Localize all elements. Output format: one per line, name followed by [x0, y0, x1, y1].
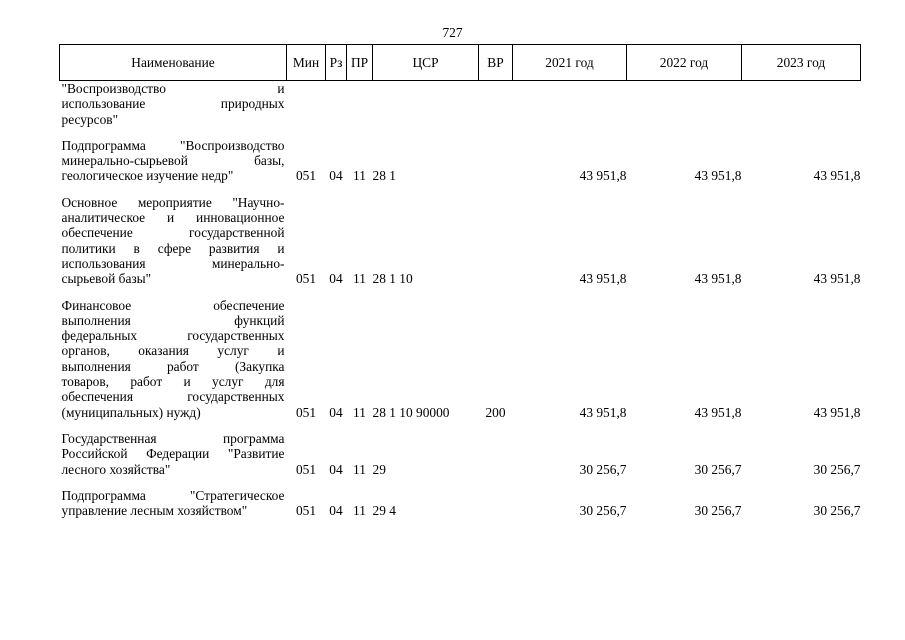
row-name-line: минерально-сырьевой базы, — [61, 153, 285, 169]
row-name-line: Подпрограмма "Воспроизводство — [61, 137, 285, 153]
table-row — [60, 195, 861, 287]
cell-csr: 28 1 — [372, 168, 396, 184]
cell-pr — [347, 81, 373, 127]
table-row — [60, 81, 861, 127]
cell-y2021: 43 951,8 — [579, 271, 627, 287]
row-name-line: товаров, работ и услуг для — [61, 374, 285, 390]
row-name-line: выполнения функций — [61, 312, 285, 328]
row-name-line: Финансовое обеспечение — [61, 297, 285, 313]
row-name-line: обеспечения государственных — [61, 389, 285, 405]
cell-pr: 11 — [353, 461, 366, 477]
cell-rz: 04 — [329, 503, 343, 519]
cell-rz: 04 — [329, 404, 343, 420]
cell-csr: 28 1 10 — [372, 271, 413, 287]
row-name — [60, 81, 287, 127]
table-header — [60, 45, 861, 81]
cell-pr: 11 — [353, 404, 366, 420]
row-spacer — [60, 477, 861, 488]
cell-rz: 04 — [329, 271, 343, 287]
row-name-line: выполнения работ (Закупка — [61, 358, 285, 374]
table-row — [60, 431, 861, 477]
header-2023: 2023 год — [742, 45, 861, 81]
cell-y2021: 30 256,7 — [579, 461, 627, 477]
row-name-line: использование природных — [61, 96, 285, 112]
row-name — [60, 431, 287, 477]
cell-min: 051 — [295, 168, 317, 184]
row-name-line: политики в сфере развития и — [61, 240, 285, 256]
table-row — [60, 488, 861, 519]
cell-y2023: 43 951,8 — [813, 168, 861, 184]
cell-pr: 11 — [353, 503, 366, 519]
cell-rz: 04 — [329, 461, 343, 477]
row-name-line: (муниципальных) нужд) — [61, 404, 201, 420]
cell-y2023: 43 951,8 — [813, 271, 861, 287]
cell-y2022: 30 256,7 — [694, 503, 742, 519]
cell-pr: 11 — [353, 271, 366, 287]
cell-y2022 — [627, 81, 742, 127]
cell-y2022: 43 951,8 — [694, 271, 742, 287]
cell-y2022: 30 256,7 — [694, 461, 742, 477]
row-name — [60, 195, 287, 287]
row-name-line: Подпрограмма "Стратегическое — [61, 487, 285, 503]
cell-rz: 04 — [329, 168, 343, 184]
page-number: 727 — [442, 25, 463, 40]
budget-table — [59, 44, 861, 518]
table-row — [60, 298, 861, 420]
row-spacer — [60, 127, 861, 138]
row-name-line: использования минерально- — [61, 255, 285, 271]
header-name: Наименование — [60, 45, 287, 81]
cell-y2021: 43 951,8 — [579, 404, 627, 420]
cell-csr — [373, 81, 479, 127]
row-spacer — [60, 420, 861, 431]
cell-min: 051 — [295, 404, 317, 420]
row-name-line: аналитическое и инновационное — [61, 210, 285, 226]
row-name-line: обеспечение государственной — [61, 225, 285, 241]
header-pr: ПР — [347, 45, 373, 81]
row-spacer — [60, 184, 861, 195]
cell-pr: 11 — [353, 168, 366, 184]
cell-vr — [479, 81, 513, 127]
cell-vr: 200 — [485, 404, 506, 420]
row-name — [60, 298, 287, 420]
row-name-line: Основное мероприятие "Научно- — [61, 194, 285, 210]
header-vr: ВР — [479, 45, 513, 81]
cell-y2023: 30 256,7 — [813, 461, 861, 477]
cell-y2023: 30 256,7 — [813, 503, 861, 519]
row-name-line: Российской Федерации "Развитие — [61, 446, 285, 462]
cell-y2021: 30 256,7 — [579, 503, 627, 519]
cell-y2023: 43 951,8 — [813, 404, 861, 420]
cell-min — [287, 81, 326, 127]
row-name-line: геологическое изучение недр" — [61, 168, 234, 184]
cell-min: 051 — [295, 271, 317, 287]
row-name-line: федеральных государственных — [61, 328, 285, 344]
cell-y2023 — [742, 81, 861, 127]
cell-csr: 29 4 — [372, 503, 396, 519]
header-min: Мин — [287, 45, 326, 81]
row-name — [60, 138, 287, 184]
header-rz: Рз — [326, 45, 347, 81]
row-name-line: сырьевой базы" — [61, 271, 152, 287]
cell-vr — [479, 488, 513, 519]
row-name-line: Государственная программа — [61, 430, 285, 446]
cell-vr — [479, 431, 513, 477]
row-name — [60, 488, 287, 519]
header-2021: 2021 год — [513, 45, 627, 81]
row-name-line: органов, оказания услуг и — [61, 343, 285, 359]
cell-rz — [326, 81, 347, 127]
row-spacer — [60, 287, 861, 298]
cell-min: 051 — [295, 461, 317, 477]
row-name-line: управление лесным хозяйством" — [61, 503, 248, 519]
table-row — [60, 138, 861, 184]
cell-vr — [479, 138, 513, 184]
row-name-line: "Воспроизводство и — [61, 81, 285, 96]
row-name-line: лесного хозяйства" — [61, 461, 171, 477]
cell-y2022: 43 951,8 — [694, 404, 742, 420]
cell-csr: 28 1 10 90000 — [372, 404, 450, 420]
cell-min: 051 — [295, 503, 317, 519]
cell-y2021 — [513, 81, 627, 127]
cell-vr — [479, 195, 513, 287]
cell-csr: 29 — [372, 461, 386, 477]
cell-y2021: 43 951,8 — [579, 168, 627, 184]
header-csr: ЦСР — [373, 45, 479, 81]
header-2022: 2022 год — [627, 45, 742, 81]
table-body — [60, 81, 861, 519]
row-name-line: ресурсов" — [61, 111, 119, 127]
cell-y2022: 43 951,8 — [694, 168, 742, 184]
